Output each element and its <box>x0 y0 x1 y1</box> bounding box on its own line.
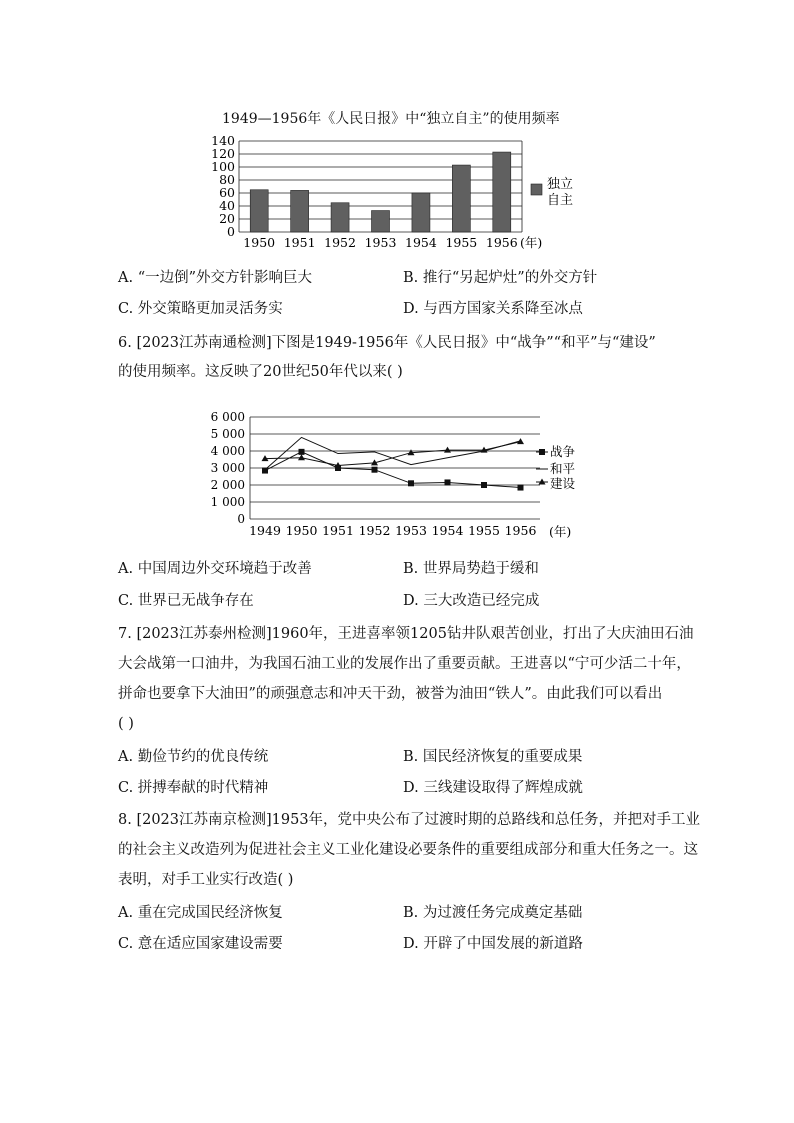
bar <box>452 165 470 232</box>
legend-label-construction: 建设 <box>550 476 576 491</box>
x-tick-label: 1950 <box>243 235 276 250</box>
data-point-triangle <box>298 454 305 460</box>
legend-label-line2: 自主 <box>547 193 574 208</box>
q8-option-b[interactable]: B. 为过渡任务完成奠定基础 <box>403 905 583 921</box>
q7-option-a[interactable]: A. 勤俭节约的优良传统 <box>118 749 269 765</box>
x-tick-label: 1955 <box>468 523 500 538</box>
q8-option-d[interactable]: D. 开辟了中国发展的新道路 <box>403 936 583 952</box>
chart1-title: 1949—1956年《人民日报》中“独立自主”的使用频率 <box>222 111 560 127</box>
y-tick-label: 0 <box>227 224 235 239</box>
x-axis-unit: (年) <box>549 524 572 539</box>
x-tick-label: 1956 <box>504 523 537 538</box>
q7-option-d[interactable]: D. 三线建设取得了辉煌成就 <box>403 780 583 796</box>
data-point-square <box>299 449 305 455</box>
q5-option-c[interactable]: C. 外交策略更加灵活务实 <box>118 301 283 317</box>
q6-option-b[interactable]: B. 世界局势趋于缓和 <box>403 561 539 577</box>
x-tick-label: 1949 <box>249 523 281 538</box>
q8-stem-line3: 表明，对手工业实行改造( ) <box>118 872 294 888</box>
q7-stem-line3: 拼命也要拿下大油田”的顽强意志和冲天干劲，被誉为油田“铁人”。由此我们可以看出 <box>118 686 663 702</box>
q7-option-c[interactable]: C. 拼搏奉献的时代精神 <box>118 780 269 796</box>
q5-option-d[interactable]: D. 与西方国家关系降至冰点 <box>403 301 583 317</box>
x-tick-label: 1952 <box>324 235 356 250</box>
y-tick-label: 20 <box>219 211 235 226</box>
legend-marker-war <box>539 449 545 455</box>
q5-option-b[interactable]: B. 推行“另起炉灶”的外交方针 <box>403 270 598 286</box>
x-tick-label: 1951 <box>322 523 354 538</box>
legend-label-line1: 独立 <box>547 177 574 192</box>
x-tick-label: 1950 <box>285 523 318 538</box>
bar-chart <box>200 134 580 258</box>
y-tick-label: 2 000 <box>210 478 245 492</box>
data-point-square <box>445 479 451 485</box>
data-point-square <box>518 485 524 491</box>
x-tick-label: 1954 <box>405 235 437 250</box>
data-point-triangle <box>444 447 451 453</box>
y-tick-label: 4 000 <box>210 444 245 458</box>
x-axis-unit: (年) <box>520 235 543 250</box>
y-tick-label: 60 <box>219 185 235 200</box>
x-tick-label: 1954 <box>431 523 464 538</box>
q6-option-d[interactable]: D. 三大改造已经完成 <box>403 593 540 609</box>
data-point-square <box>408 480 414 486</box>
q8-stem-line2: 的社会主义改造列为促进社会主义工业化建设必要条件的重要组成部分和重大任务之一。这 <box>118 842 698 858</box>
x-tick-label: 1951 <box>283 235 316 250</box>
q7-stem-line4: ( ) <box>118 716 134 732</box>
q6-option-a[interactable]: A. 中国周边外交环境趋于改善 <box>118 561 312 577</box>
y-tick-label: 120 <box>211 146 235 161</box>
y-tick-label: 80 <box>219 172 235 187</box>
legend-swatch <box>531 184 542 195</box>
q8-option-c[interactable]: C. 意在适应国家建设需要 <box>118 936 283 952</box>
q6-stem-line2: 的使用频率。这反映了20世纪50年代以来( ) <box>118 364 403 380</box>
y-tick-label: 1 000 <box>210 495 245 509</box>
x-tick-label: 1953 <box>364 235 397 250</box>
y-tick-label: 0 <box>237 512 245 526</box>
bar <box>412 193 430 232</box>
y-tick-label: 6 000 <box>210 410 245 424</box>
data-point-square <box>481 482 487 488</box>
y-tick-label: 5 000 <box>210 427 245 441</box>
q7-option-b[interactable]: B. 国民经济恢复的重要成果 <box>403 749 583 765</box>
q5-option-a[interactable]: A. “一边倒”外交方针影响巨大 <box>118 270 313 286</box>
y-tick-label: 40 <box>219 198 235 213</box>
q8-stem-line1: 8. [2023江苏南京检测]1953年，党中央公布了过渡时期的总路线和总任务，并把对手工业 <box>118 812 701 828</box>
q6-stem-line1: 6. [2023江苏南通检测]下图是1949-1956年《人民日报》中“战争”“和平”与“建设” <box>118 335 656 351</box>
data-point-square <box>372 467 378 473</box>
bar <box>372 211 390 232</box>
bar <box>331 203 349 232</box>
bar <box>291 190 309 232</box>
bar <box>250 190 268 232</box>
x-tick-label: 1952 <box>358 523 391 538</box>
x-tick-label: 1953 <box>395 523 427 538</box>
y-tick-label: 100 <box>211 159 235 174</box>
q8-option-a[interactable]: A. 重在完成国民经济恢复 <box>118 905 283 921</box>
q7-stem-line1: 7. [2023江苏泰州检测]1960年，王进喜率领1205钻井队艰苦创业，打出了大庆油田石油 <box>118 626 694 642</box>
line-chart <box>200 408 600 544</box>
legend-label-war: 战争 <box>550 444 576 459</box>
q6-option-c[interactable]: C. 世界已无战争存在 <box>118 593 254 609</box>
x-tick-label: 1956 <box>485 235 518 250</box>
q7-stem-line2: 大会战第一口油井，为我国石油工业的发展作出了重要贡献。王进喜以“宁可少活二十年， <box>118 656 691 672</box>
y-tick-label: 140 <box>211 134 235 148</box>
y-tick-label: 3 000 <box>210 461 245 475</box>
legend-label-peace: 和平 <box>550 461 576 476</box>
x-tick-label: 1955 <box>445 235 478 250</box>
bar <box>493 152 511 232</box>
